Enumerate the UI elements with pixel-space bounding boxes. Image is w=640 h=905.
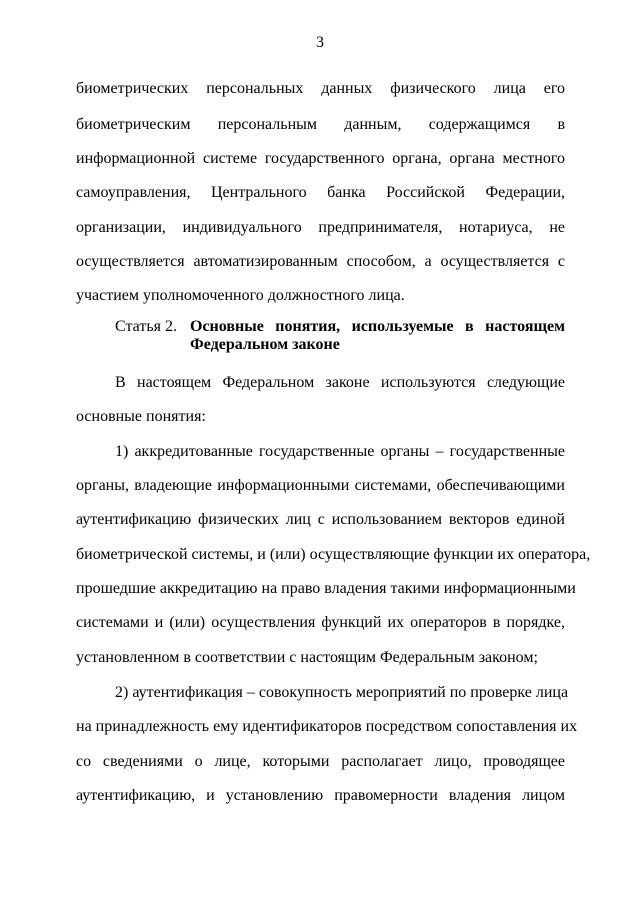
intro-line-3: информационной системе государственного органа, органа местного bbox=[76, 150, 565, 167]
intro-line-6: осуществляется автоматизированным способом, а осуществляется с bbox=[76, 253, 565, 270]
item-2-line-1: 2) аутентификация – совокупность мероприятий по проверке лица bbox=[115, 684, 569, 701]
item-2-line-2: на принадлежность ему идентификаторов посредством сопоставления их bbox=[76, 718, 578, 735]
article-title-line-2: Федеральном законе bbox=[190, 336, 340, 353]
item-1-line-3: аутентификацию физических лиц с использованием векторов единой bbox=[76, 511, 565, 528]
article-intro-line-1: В настоящем Федеральном законе используются следующие bbox=[115, 374, 565, 391]
item-1-line-7: установленном в соответствии с настоящим Федеральным законом; bbox=[76, 649, 538, 666]
intro-line-4: самоуправления, Центрального банка Российской Федерации, bbox=[76, 184, 565, 201]
item-2-line-4: аутентификацию, и установлению правомерности владения лицом bbox=[76, 787, 565, 804]
article-intro-line-2: основные понятия: bbox=[76, 408, 206, 425]
item-1-line-5: прошедшие аккредитацию на право владения такими информационными bbox=[76, 580, 576, 597]
intro-line-1: биометрических персональных данных физического лица его bbox=[76, 80, 565, 97]
intro-line-7: участием уполномоченного должностного лица. bbox=[76, 287, 405, 304]
item-2-line-3: со сведениями о лице, которыми располагает лицо, проводящее bbox=[76, 753, 565, 770]
item-1-line-2: органы, владеющие информационными системами, обеспечивающими bbox=[76, 477, 565, 494]
item-1-line-6: системами и (или) осуществления функций их операторов в порядке, bbox=[76, 614, 565, 631]
intro-line-5: организации, индивидуального предпринимателя, нотариуса, не bbox=[76, 219, 565, 236]
page-number: 3 bbox=[316, 34, 324, 51]
article-label: Статья 2. bbox=[115, 318, 177, 335]
item-1-line-4: биометрической системы, и (или) осуществляющие функции их оператора, bbox=[76, 546, 591, 563]
intro-line-2: биометрическим персональным данным, содержащимся в bbox=[76, 116, 565, 133]
article-title-line-1: Основные понятия, используемые в настоящем bbox=[190, 318, 565, 335]
item-1-line-1: 1) аккредитованные государственные органы – государственные bbox=[115, 443, 565, 460]
